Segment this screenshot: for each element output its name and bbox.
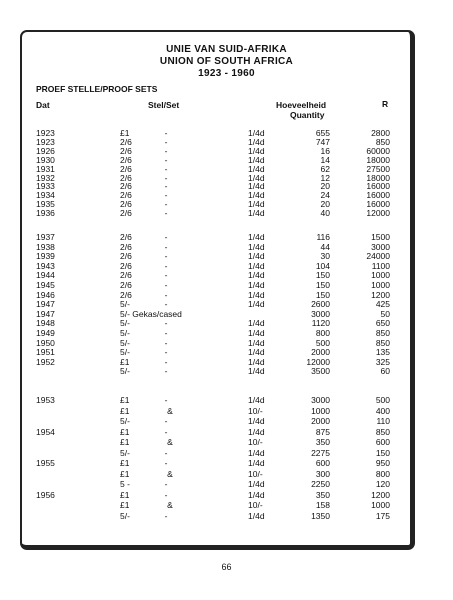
cell-set: 5/-: [120, 510, 130, 521]
cell-year: 1946: [36, 289, 55, 300]
cell-set: 2/6: [120, 280, 132, 290]
cell-year: 1950: [36, 337, 55, 348]
cell-value: 50: [380, 308, 390, 319]
cell-qty: 16: [320, 145, 330, 156]
title-afrikaans: UNIE VAN SUID-AFRIKA: [166, 44, 287, 55]
cell-year: 1951: [36, 347, 55, 358]
cell-qty: 150: [315, 280, 330, 290]
cell-denom: 1/4d: [248, 395, 265, 405]
cell-sep: -: [164, 190, 168, 201]
cell-sep: -: [164, 328, 168, 338]
cell-qty: 14: [320, 154, 330, 165]
cell-qty: 24: [320, 190, 330, 201]
cell-set: 2/6: [120, 190, 132, 201]
cell-denom: 10/-: [248, 437, 263, 447]
cell-qty: 3000: [311, 395, 330, 405]
cell-set: £1: [120, 500, 130, 510]
cell-qty: 2000: [311, 416, 330, 426]
cell-sep: &: [167, 500, 173, 510]
cell-set: 2/6: [120, 154, 132, 165]
cell-denom: 1/4d: [248, 289, 265, 300]
cell-value: 60000: [366, 145, 390, 156]
cell-qty: 655: [315, 128, 330, 138]
cell-value: 425: [375, 299, 390, 310]
cell-sep: -: [164, 251, 168, 262]
cell-qty: 1120: [311, 318, 330, 329]
cell-set: 2/6: [120, 172, 132, 183]
cell-qty: 20: [320, 181, 330, 192]
cell-denom: 1/4d: [248, 489, 265, 500]
cell-qty: 2000: [311, 347, 330, 358]
cell-denom: 10/-: [248, 405, 263, 416]
cell-set: 2/6: [120, 181, 132, 192]
cell-value: 18000: [366, 172, 390, 183]
cell-denom: 1/4d: [248, 199, 265, 210]
cell-qty: 350: [315, 437, 330, 447]
cell-denom: 1/4d: [248, 337, 265, 348]
title-years: 1923 - 1960: [198, 68, 255, 79]
cell-denom: 1/4d: [248, 163, 265, 174]
page-number: 66: [221, 562, 232, 572]
cell-set: £1: [120, 395, 130, 405]
cell-year: 1923: [36, 136, 55, 147]
cell-sep: -: [164, 416, 168, 426]
cell-denom: 1/4d: [248, 416, 265, 426]
cell-qty: 875: [315, 426, 330, 437]
cell-sep: -: [164, 181, 168, 192]
cell-value: 850: [375, 136, 390, 147]
column-header-date: Dat: [36, 100, 50, 110]
cell-denom: 1/4d: [248, 447, 265, 458]
cell-sep: -: [164, 458, 168, 468]
cell-sep: -: [164, 128, 168, 138]
cell-denom: 1/4d: [248, 479, 265, 489]
cell-set: 2/6: [120, 232, 132, 242]
cell-set: 5/-: [120, 416, 130, 426]
cell-year: 1933: [36, 181, 55, 192]
title-english: UNION OF SOUTH AFRICA: [159, 56, 294, 67]
cell-year: 1923: [36, 128, 55, 138]
cell-denom: 1/4d: [248, 136, 265, 147]
cell-set: 2/6: [120, 199, 132, 210]
cell-set: 5/-: [120, 299, 130, 310]
cell-year: 1926: [36, 145, 55, 156]
cell-value: 1000: [371, 270, 390, 281]
cell-value: 600: [375, 437, 390, 447]
cell-value: 1100: [371, 260, 390, 271]
cell-year: 1943: [36, 260, 55, 271]
cell-qty: 600: [315, 458, 330, 468]
cell-qty: 300: [315, 468, 330, 479]
cell-value: 16000: [366, 181, 390, 192]
cell-denom: 1/4d: [248, 356, 265, 367]
cell-set: £1: [120, 468, 130, 479]
cell-denom: 1/4d: [248, 280, 265, 290]
cell-value: 500: [375, 395, 390, 405]
cell-denom: 10/-: [248, 468, 263, 479]
cell-denom: 10/-: [248, 500, 263, 510]
cell-sep: -: [164, 280, 168, 290]
cell-set: 5/-: [120, 337, 130, 348]
cell-sep: -: [164, 426, 168, 437]
cell-sep: -: [164, 510, 168, 521]
cell-qty: 800: [315, 328, 330, 338]
cell-qty: 1350: [311, 510, 330, 521]
cell-set: 2/6: [120, 163, 132, 174]
cell-value: 12000: [366, 208, 390, 219]
cell-set: 5/-: [120, 347, 130, 358]
cell-denom: 1/4d: [248, 208, 265, 219]
cell-sep: -: [164, 208, 168, 219]
cell-value: 150: [375, 447, 390, 458]
cell-qty: 30: [320, 251, 330, 262]
cell-year: 1955: [36, 458, 55, 468]
cell-year: 1937: [36, 232, 55, 242]
cell-sep: -: [164, 136, 168, 147]
cell-value: 850: [375, 328, 390, 338]
cell-year: 1956: [36, 489, 55, 500]
cell-year: 1936: [36, 208, 55, 219]
cell-sep: -: [164, 199, 168, 210]
cell-set: 2/6: [120, 136, 132, 147]
cell-value: 1500: [371, 232, 390, 242]
cell-qty: 2600: [311, 299, 330, 310]
cell-set: 5 -: [120, 479, 130, 489]
cell-set: 5/- Gekas/cased: [120, 308, 182, 319]
cell-denom: 1/4d: [248, 458, 265, 468]
cell-denom: 1/4d: [248, 426, 265, 437]
column-header-quantity-af: Hoeveelheid: [276, 100, 327, 110]
cell-year: 1932: [36, 172, 55, 183]
cell-year: 1953: [36, 395, 55, 405]
cell-denom: 1/4d: [248, 299, 265, 310]
cell-value: 1000: [371, 280, 390, 290]
cell-qty: 40: [320, 208, 330, 219]
cell-denom: 1/4d: [248, 232, 265, 242]
cell-qty: 12: [320, 172, 330, 183]
cell-set: 2/6: [120, 260, 132, 271]
cell-year: 1935: [36, 199, 55, 210]
cell-value: 16000: [366, 199, 390, 210]
cell-sep: -: [164, 232, 168, 242]
cell-year: 1930: [36, 154, 55, 165]
cell-sep: -: [164, 318, 168, 329]
cell-value: 18000: [366, 154, 390, 165]
cell-sep: -: [164, 145, 168, 156]
cell-qty: 2250: [311, 479, 330, 489]
cell-qty: 500: [315, 337, 330, 348]
cell-denom: 1/4d: [248, 328, 265, 338]
cell-qty: 350: [315, 489, 330, 500]
cell-year: 1954: [36, 426, 55, 437]
cell-value: 950: [375, 458, 390, 468]
column-header-quantity-en: Quantity: [290, 110, 325, 120]
cell-sep: -: [164, 489, 168, 500]
cell-sep: -: [164, 366, 168, 377]
cell-sep: -: [164, 241, 168, 252]
cell-denom: 1/4d: [248, 260, 265, 271]
cell-set: 5/-: [120, 318, 130, 329]
cell-sep: -: [164, 260, 168, 271]
cell-year: 1934: [36, 190, 55, 201]
cell-qty: 116: [316, 232, 330, 242]
cell-sep: &: [167, 405, 173, 416]
cell-set: 2/6: [120, 145, 132, 156]
cell-value: 110: [376, 416, 390, 426]
column-header-set: Stel/Set: [148, 100, 180, 110]
cell-qty: 44: [320, 241, 330, 252]
cell-sep: &: [167, 468, 173, 479]
column-header-value: R: [382, 99, 389, 109]
cell-sep: -: [164, 172, 168, 183]
cell-qty: 150: [315, 289, 330, 300]
cell-sep: &: [167, 437, 173, 447]
cell-sep: -: [164, 395, 168, 405]
cell-value: 800: [375, 468, 390, 479]
cell-qty: 158: [315, 500, 330, 510]
cell-set: £1: [120, 426, 130, 437]
cell-denom: 1/4d: [248, 318, 265, 329]
cell-qty: 747: [315, 136, 330, 147]
cell-denom: 1/4d: [248, 270, 265, 281]
cell-year: 1947: [36, 299, 55, 310]
cell-set: 5/-: [120, 447, 130, 458]
cell-denom: 1/4d: [248, 347, 265, 358]
cell-value: 3000: [371, 241, 390, 252]
cell-set: 2/6: [120, 289, 132, 300]
cell-year: 1939: [36, 251, 55, 262]
cell-value: 60: [380, 366, 390, 377]
cell-sep: -: [164, 447, 168, 458]
section-title: PROEF STELLE/PROOF SETS: [36, 84, 158, 94]
cell-denom: 1/4d: [248, 145, 265, 156]
cell-qty: 3000: [311, 308, 330, 319]
cell-value: 1000: [371, 500, 390, 510]
cell-set: £1: [120, 437, 130, 447]
cell-value: 1200: [371, 289, 390, 300]
cell-set: 2/6: [120, 208, 132, 219]
cell-denom: 1/4d: [248, 181, 265, 192]
cell-denom: 1/4d: [248, 366, 265, 377]
cell-sep: -: [164, 479, 168, 489]
cell-denom: 1/4d: [248, 128, 265, 138]
cell-set: 2/6: [120, 251, 132, 262]
cell-denom: 1/4d: [248, 190, 265, 201]
cell-sep: -: [164, 163, 168, 174]
cell-denom: 1/4d: [248, 172, 265, 183]
cell-value: 24000: [366, 251, 390, 262]
cell-sep: -: [164, 154, 168, 165]
cell-value: 175: [375, 510, 390, 521]
cell-qty: 104: [315, 260, 330, 271]
cell-value: 27500: [366, 163, 390, 174]
cell-year: 1949: [36, 328, 55, 338]
cell-value: 650: [375, 318, 390, 329]
cell-value: 2800: [371, 128, 390, 138]
cell-value: 120: [375, 479, 390, 489]
cell-set: 5/-: [120, 366, 130, 377]
cell-denom: 1/4d: [248, 251, 265, 262]
cell-value: 1200: [371, 489, 390, 500]
cell-year: 1948: [36, 318, 55, 329]
cell-value: 850: [375, 426, 390, 437]
cell-qty: 2275: [311, 447, 330, 458]
cell-denom: 1/4d: [248, 510, 265, 521]
cell-year: 1931: [36, 163, 55, 174]
cell-value: 16000: [366, 190, 390, 201]
cell-set: £1: [120, 405, 130, 416]
cell-value: 325: [375, 356, 390, 367]
cell-sep: -: [164, 337, 168, 348]
cell-set: £1: [120, 356, 130, 367]
cell-set: 5/-: [120, 328, 130, 338]
cell-sep: -: [164, 289, 168, 300]
cell-denom: 1/4d: [248, 154, 265, 165]
cell-set: £1: [120, 128, 130, 138]
cell-qty: 1000: [311, 405, 330, 416]
cell-year: 1944: [36, 270, 55, 281]
cell-sep: -: [164, 299, 168, 310]
cell-qty: 3500: [311, 366, 330, 377]
cell-value: 400: [375, 405, 390, 416]
cell-year: 1945: [36, 280, 55, 290]
cell-qty: 62: [320, 163, 330, 174]
cell-value: 850: [375, 337, 390, 348]
cell-value: 135: [375, 347, 390, 358]
cell-set: 2/6: [120, 270, 132, 281]
cell-sep: -: [164, 356, 168, 367]
cell-qty: 20: [320, 199, 330, 210]
cell-set: £1: [120, 458, 130, 468]
cell-sep: -: [164, 270, 168, 281]
cell-sep: -: [164, 347, 168, 358]
cell-qty: 150: [315, 270, 330, 281]
cell-qty: 12000: [306, 356, 330, 367]
cell-denom: 1/4d: [248, 241, 265, 252]
cell-set: 2/6: [120, 241, 132, 252]
cell-year: 1947: [36, 308, 55, 319]
cell-year: 1952: [36, 356, 55, 367]
cell-year: 1938: [36, 241, 55, 252]
cell-set: £1: [120, 489, 130, 500]
